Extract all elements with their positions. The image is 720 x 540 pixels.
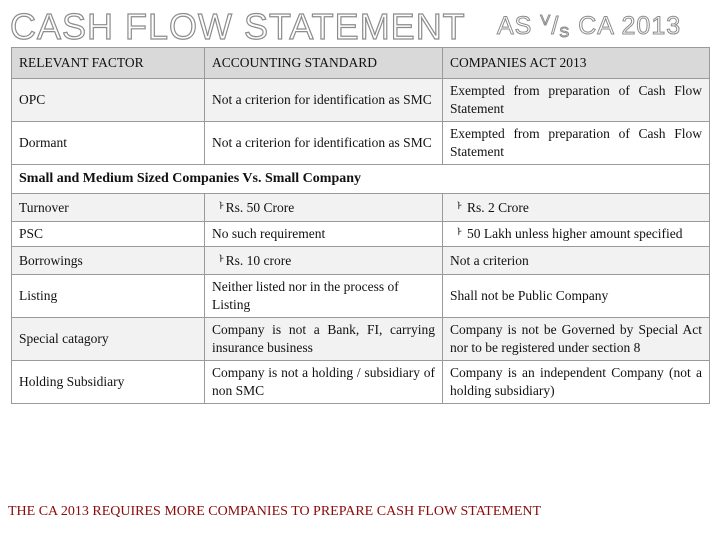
subtitle-sub: S <box>559 24 571 41</box>
row-companies-act: Exempted from preparation of Cash Flow Statement <box>443 122 710 165</box>
page-subtitle <box>497 12 681 41</box>
table-row <box>12 361 710 404</box>
table-header-row <box>12 48 710 79</box>
row-companies-act: Shall not be Public Company <box>443 275 710 318</box>
row-accounting-standard: Not a criterion for identification as SMC <box>205 79 443 122</box>
section-title-row <box>12 165 710 194</box>
conclusion-text: THE CA 2013 REQUIRES MORE COMPANIES TO PREPARE CASH FLOW STATEMENT <box>8 504 542 519</box>
table-row <box>12 122 710 165</box>
row-factor: Borrowings <box>12 247 205 275</box>
value-text: 50 Lakh unless higher amount specified <box>466 226 683 241</box>
row-factor: Special catagory <box>12 318 205 361</box>
subtitle-suffix: CA 2013 <box>570 12 682 40</box>
table-row <box>12 275 710 318</box>
row-companies-act: Company is an independent Company (not a holding subsidiary) <box>443 361 710 404</box>
table-row <box>12 79 710 122</box>
row-factor: Listing <box>12 275 205 318</box>
row-companies-act: Exempted from preparation of Cash Flow Statement <box>443 79 710 122</box>
row-factor: Turnover <box>12 194 205 222</box>
value-text: Rs. 50 Crore <box>225 199 295 215</box>
subtitle-sup: V <box>540 12 552 29</box>
row-companies-act <box>443 222 710 247</box>
column-header-accounting-standard: ACCOUNTING STANDARD <box>205 48 443 79</box>
threshold-icon: ᅡ <box>212 200 224 215</box>
row-accounting-standard: Not a criterion for identification as SMC <box>205 122 443 165</box>
page-title: CASH FLOW STATEMENT <box>10 6 466 47</box>
threshold-icon: ᅡ <box>212 253 224 268</box>
table-row <box>12 247 710 275</box>
row-companies-act <box>443 194 710 222</box>
threshold-icon: ᅡ <box>450 200 462 215</box>
row-companies-act: Company is not be Governed by Special Act nor to be registered under section 8 <box>443 318 710 361</box>
subtitle-prefix: AS <box>497 12 541 40</box>
row-companies-act: Not a criterion <box>443 247 710 275</box>
column-header-factor: RELEVANT FACTOR <box>12 48 205 79</box>
row-factor: Holding Subsidiary <box>12 361 205 404</box>
value-text: Rs. 2 Crore <box>466 199 529 215</box>
table-row <box>12 222 710 247</box>
table-row <box>12 318 710 361</box>
row-accounting-standard: No such requirement <box>205 222 443 247</box>
row-factor: PSC <box>12 222 205 247</box>
row-accounting-standard <box>205 247 443 275</box>
subtitle-slash: / <box>551 12 560 40</box>
value-text: Rs. 10 crore <box>225 252 292 268</box>
row-accounting-standard: Company is not a Bank, FI, carrying insurance business <box>205 318 443 361</box>
row-factor: OPC <box>12 79 205 122</box>
section-title: Small and Medium Sized Companies Vs. Small Company <box>12 165 710 194</box>
row-accounting-standard: Company is not a holding / subsidiary of non SMC <box>205 361 443 404</box>
table-row <box>12 194 710 222</box>
row-accounting-standard: Neither listed nor in the process of Listing <box>205 275 443 318</box>
row-accounting-standard <box>205 194 443 222</box>
comparison-table <box>11 47 710 404</box>
row-factor: Dormant <box>12 122 205 165</box>
threshold-icon: ᅡ <box>450 227 462 241</box>
column-header-companies-act: COMPANIES ACT 2013 <box>443 48 710 79</box>
